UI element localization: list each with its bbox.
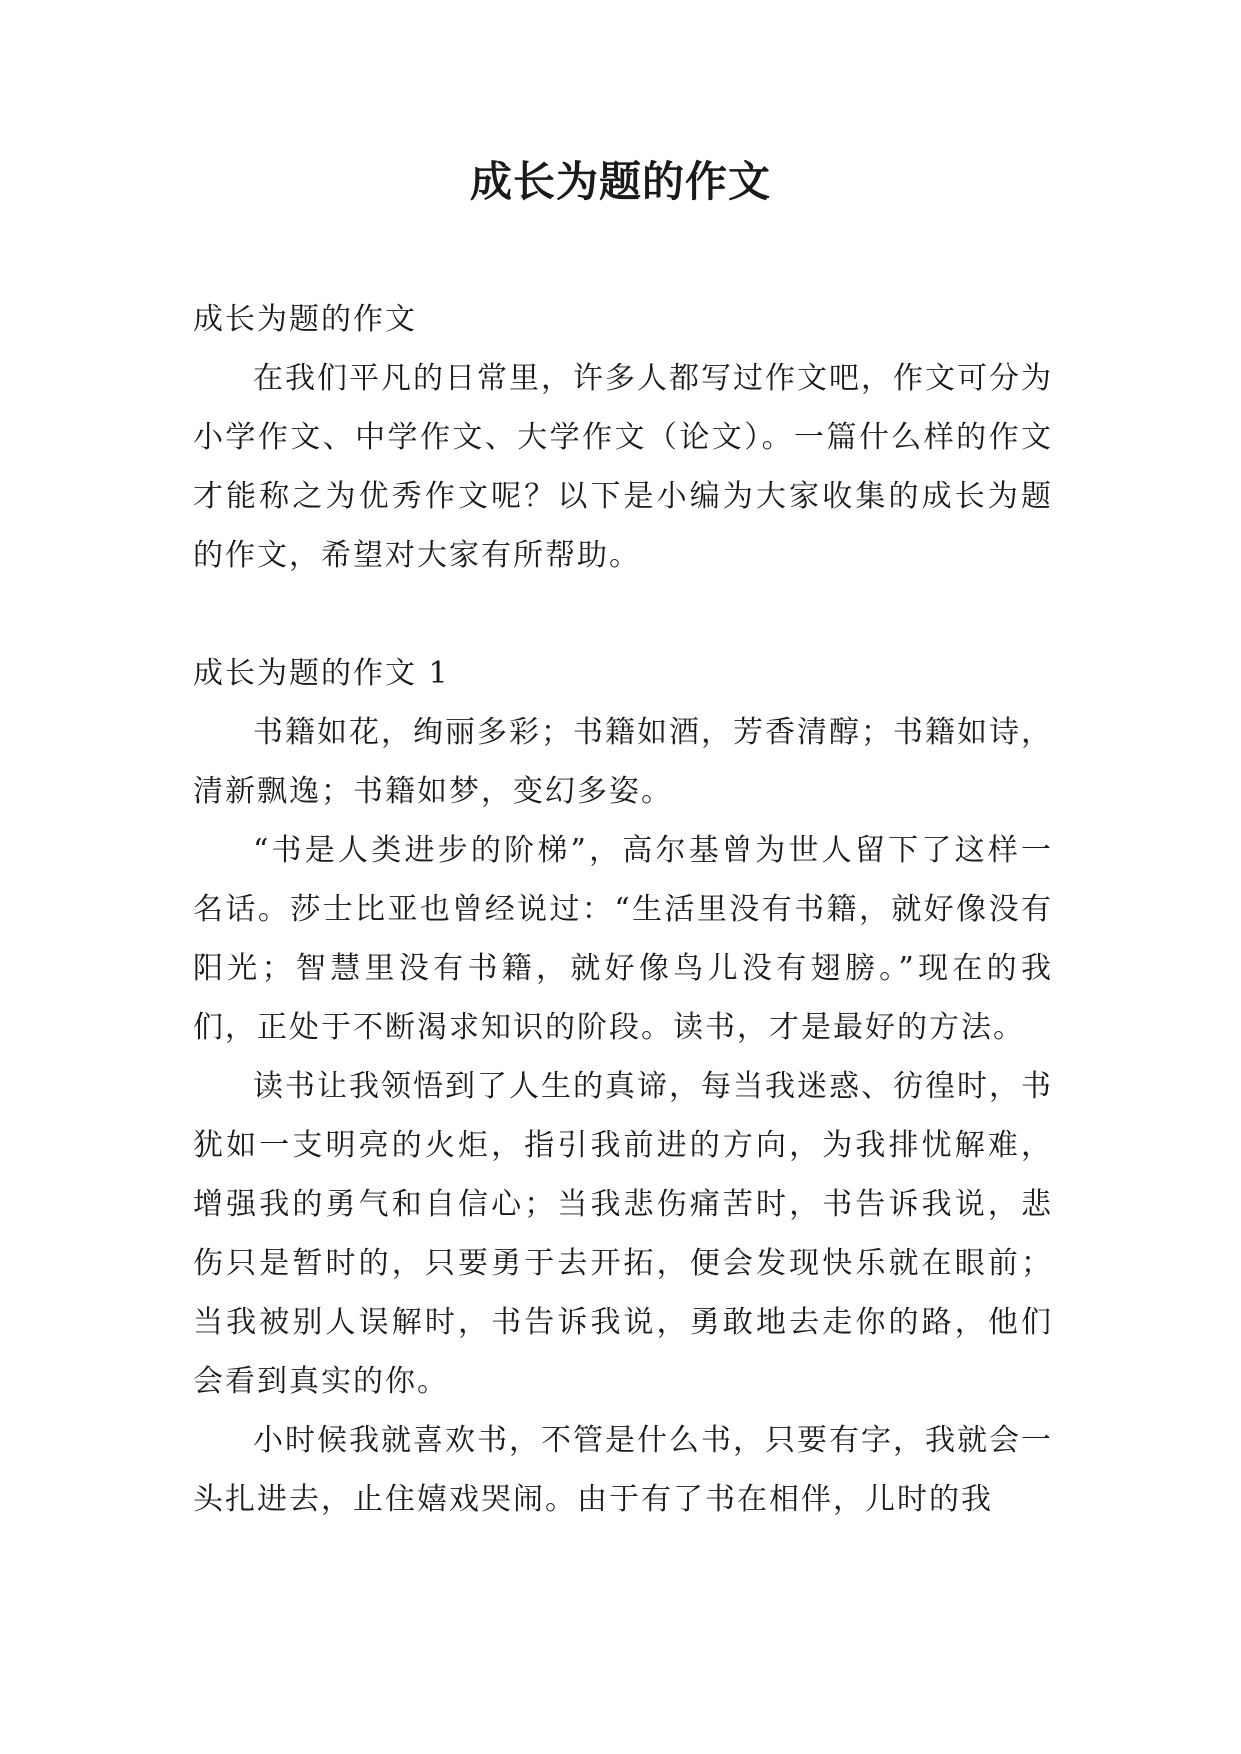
body-paragraph: 读书让我领悟到了人生的真谛，每当我迷惑、彷徨时，书犹如一支明亮的火炬，指引我前进的方向，为我排忧解难，增强我的勇气和自信心；当我悲伤痛苦时，书告诉我说，悲伤只是暂时的，只要勇于去开拓，便会发现快乐就在眼前；当我被别人误解时，书告诉我说，勇敢地去走你的路，他们会看到真实的你。 <box>193 1069 1053 1399</box>
paragraph-gap <box>193 585 1053 644</box>
body-paragraph: “书是人类进步的阶梯”，高尔基曾为世人留下了这样一名话。莎士比亚也曾经说过：“生活里没有书籍，就好像没有阳光；智慧里没有书籍，就好像鸟儿没有翅膀。”现在的我们，正处于不断渴求知识的阶段。读书，才是最好的方法。 <box>193 833 1053 1045</box>
body-paragraph: 书籍如花，绚丽多彩；书籍如酒，芳香清醇；书籍如诗，清新飘逸；书籍如梦，变幻多姿。 <box>193 715 1053 809</box>
document-body <box>193 290 1053 1529</box>
essay-subtitle: 成长为题的作文 <box>193 302 417 337</box>
document-title: 成长为题的作文 <box>469 157 771 206</box>
intro-paragraph: 在我们平凡的日常里，许多人都写过作文吧，作文可分为小学作文、中学作文、大学作文（论文）。一篇什么样的作文才能称之为优秀作文呢？以下是小编为大家收集的成长为题的作文，希望对大家有所帮助。 <box>193 361 1053 573</box>
section-heading: 成长为题的作文 1 <box>193 656 450 691</box>
body-paragraph: 小时候我就喜欢书，不管是什么书，只要有字，我就会一头扎进去，止住嬉戏哭闹。由于有了书在相伴，儿时的我 <box>193 1423 1053 1517</box>
